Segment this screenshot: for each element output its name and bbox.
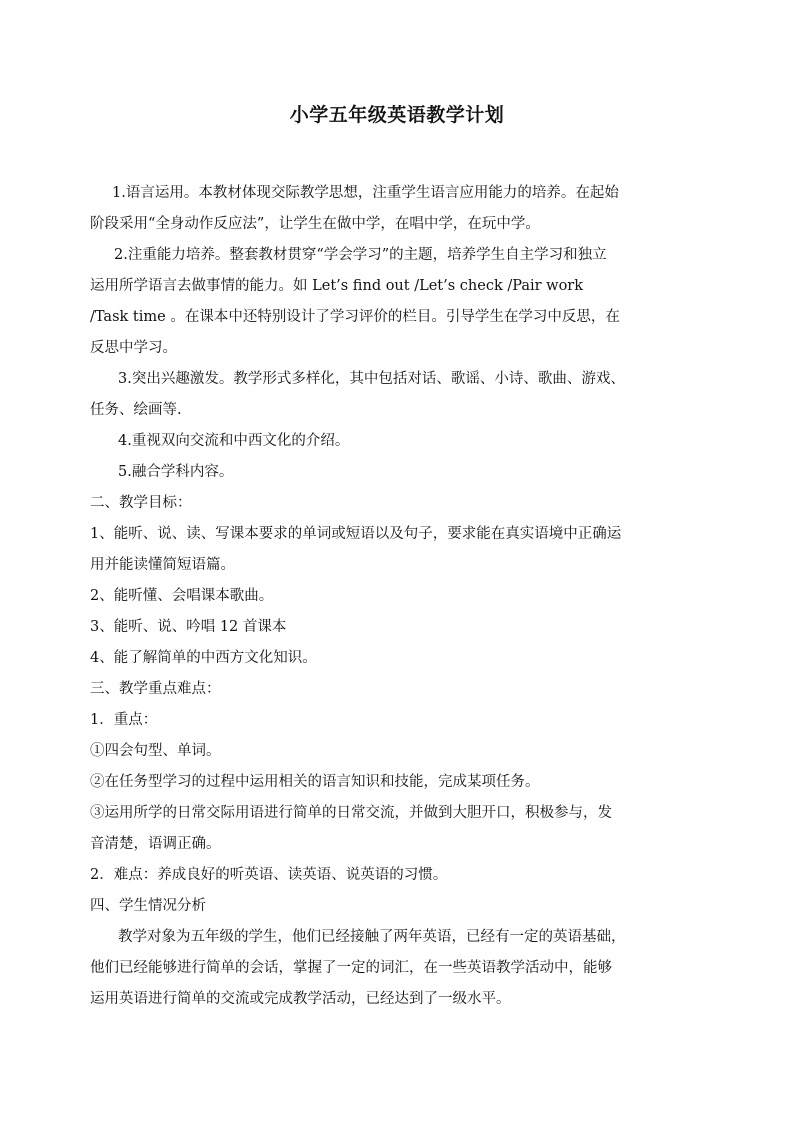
- paragraph-line: 3.突出兴趣激发。教学形式多样化，其中包括对话、歌谣、小诗、歌曲、游戏、: [118, 371, 625, 387]
- section-heading: 二、教学目标：: [90, 495, 192, 511]
- section-heading: 四、学生情况分析: [90, 898, 206, 914]
- paragraph-line: 教学对象为五年级的学生，他们已经接触了两年英语，已经有一定的英语基础，: [118, 929, 626, 945]
- paragraph-line: /Task time 。在课本中还特别设计了学习评价的栏目。引导学生在学习中反思，在: [90, 309, 620, 325]
- paragraph-line: 运用所学语言去做事情的能力。如 Let’s find out /Let’s check /Pair work: [90, 278, 584, 294]
- paragraph-line: 他们已经能够进行简单的会话，掌握了一定的词汇，在一些英语教学活动中，能够: [90, 960, 612, 976]
- paragraph-line: ①四会句型、单词。: [90, 743, 221, 759]
- document-title: 小学五年级英语教学计划: [289, 104, 505, 126]
- paragraph-line: 5.融合学科内容。: [118, 464, 234, 480]
- paragraph-line: ②在任务型学习的过程中运用相关的语言知识和技能，完成某项任务。: [90, 774, 540, 790]
- paragraph-line: 运用英语进行简单的交流或完成教学活动，已经达到了一级水平。: [90, 991, 511, 1007]
- paragraph-line: 4.重视双向交流和中西文化的介绍。: [118, 433, 350, 449]
- paragraph-line: 用并能读懂简短语篇。: [90, 557, 235, 573]
- paragraph-line: 2．难点：养成良好的听英语、读英语、说英语的习惯。: [90, 867, 448, 883]
- paragraph-line: 4、能了解简单的中西方文化知识。: [90, 650, 317, 666]
- paragraph-line: 反思中学习。: [90, 340, 177, 356]
- paragraph-line: 任务、绘画等.: [90, 402, 182, 418]
- section-heading: 三、教学重点难点：: [90, 681, 221, 697]
- paragraph-line: 音清楚，语调正确。: [90, 836, 221, 852]
- paragraph-line: 1、能听、说、读、写课本要求的单词或短语以及句子，要求能在真实语境中正确运: [90, 526, 622, 542]
- paragraph-line: 1.语言运用。本教材体现交际教学思想，注重学生语言应用能力的培养。在起始: [112, 185, 619, 201]
- paragraph-line: 3、能听、说、吟唱 12 首课本: [90, 619, 287, 635]
- paragraph-line: 2.注重能力培养。整套教材贯穿“学会学习”的主题，培养学生自主学习和独立: [114, 247, 607, 263]
- paragraph-line: ③运用所学的日常交际用语进行简单的日常交流，并做到大胆开口，积极参与，发: [90, 805, 612, 821]
- paragraph-line: 阶段采用“全身动作反应法”，让学生在做中学，在唱中学，在玩中学。: [90, 216, 540, 232]
- paragraph-line: 1．重点：: [90, 712, 158, 728]
- paragraph-line: 2、能听懂、会唱课本歌曲。: [90, 588, 274, 604]
